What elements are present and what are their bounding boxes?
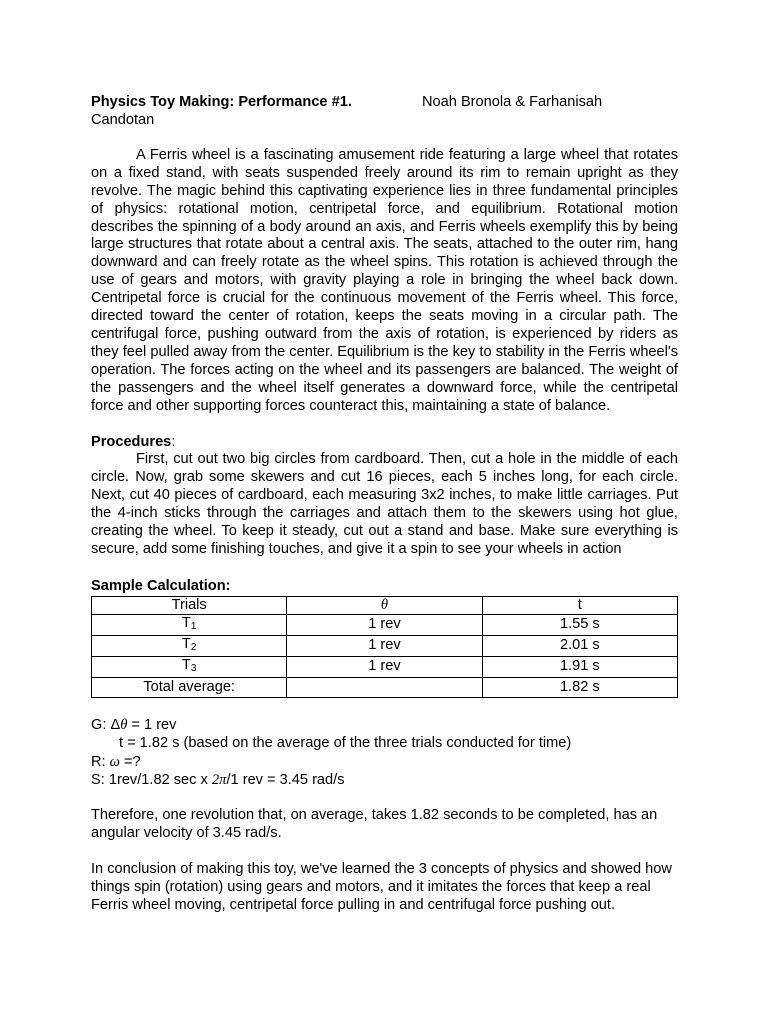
required-prefix: R: [91, 753, 110, 770]
spacer [91, 559, 678, 577]
spacer [91, 129, 678, 147]
table-header-row [92, 596, 678, 614]
header-trials: Trials [92, 596, 287, 614]
trial-subscript: 1 [190, 620, 197, 632]
solution-line [91, 771, 678, 790]
required-omega: ω [109, 753, 120, 770]
solution-prefix: S: 1rev/1.82 sec x [91, 772, 212, 789]
time-cell: 1.91 s [482, 656, 677, 677]
table-row [92, 635, 678, 656]
authors-line-1: Noah Bronola & Farhanisah [422, 94, 603, 110]
solution-result: /1 rev = 3.45 rad/s [226, 772, 345, 789]
theta-cell: 1 rev [287, 656, 482, 677]
trial-cell [92, 614, 287, 635]
theta-cell: 1 rev [287, 635, 482, 656]
theta-cell: 1 rev [287, 614, 482, 635]
spacer [91, 698, 678, 716]
solution-two-pi: 2π [211, 772, 227, 789]
trial-label: T [181, 656, 191, 673]
document-title: Physics Toy Making: Performance #1. [91, 94, 352, 110]
procedures-paragraph: First, cut out two big circles from cardboard. Then, cut a hole in the middle of each circle. Now, grab some skewers and cut 16 pieces, each 5 inches long, for each circle. Next, cut 40 pieces of cardboard, each measuring 3x2 inches, to make little carriages. Put the 4-inch sticks through the carriages and attach them to the skewers using hot glue, creating the wheel. To keep it steady, cut out a stand and base. Make sure everything is secure, add some finishing touches, and give it a spin to see your wheels in action [91, 451, 678, 557]
trial-cell [92, 635, 287, 656]
title-line [91, 93, 678, 111]
trial-subscript: 2 [190, 641, 197, 653]
header-theta: θ [287, 596, 482, 614]
intro-paragraph: A Ferris wheel is a fascinating amusement ride featuring a large wheel that rotates on a fixed stand, with seats suspended freely around its rim to remain upright as they revolve. The magic behind this captivating experience lies in three fundamental principles of physics: rotational motion, centripetal force, and equilibrium. Rotational motion describes the spinning of a body around an axis, and Ferris wheels exemplify this by being large structures that rotate about a central axis. The seats, attached to the outer rim, hang downward and can freely rotate as the wheel spins. This rotation is achieved through the use of gears and motors, with gravity playing a role in bringing the wheel back down. Centripetal force is crucial for the continuous movement of the Ferris wheel. This force, directed toward the center of rotation, keeps the seats moving in a circular path. The centrifugal force, pushing outward from the axis of rotation, is experienced by riders as they feel pulled away from the center. Equilibrium is the key to stability in the Ferris wheel's operation. The forces acting on the wheel and its passengers are balanced. The weight of the passengers and the wheel itself generates a downward force, while the centripetal force and other supporting forces counteract this, maintaining a state of balance. [91, 146, 678, 414]
time-cell: 2.01 s [482, 635, 677, 656]
trial-label: T [181, 614, 191, 631]
given-theta: θ [120, 716, 128, 733]
procedures-heading: Procedures [91, 434, 172, 451]
table-row [92, 614, 678, 635]
time-cell: 1.55 s [482, 614, 677, 635]
given-value: = 1 rev [127, 716, 177, 733]
procedures-colon: : [171, 434, 176, 451]
conclusion-paragraph: In conclusion of making this toy, we've learned the 3 concepts of physics and showed how things spin (rotation) using gears and motors, and it imitates the forces that keep a real Ferris wheel moving, centripetal force pulling in and centrifugal force pushing out. [91, 861, 672, 913]
given-line [91, 716, 678, 735]
spacer [91, 790, 678, 808]
spacer [91, 415, 678, 433]
sample-calculation-heading: Sample Calculation: [91, 577, 231, 594]
document-page [91, 93, 678, 915]
total-time-cell: 1.82 s [482, 677, 677, 697]
total-theta-cell [287, 677, 482, 697]
trial-subscript: 3 [190, 662, 197, 674]
authors-line-2: Candotan [91, 112, 155, 128]
trial-cell [92, 656, 287, 677]
trials-table [91, 596, 678, 698]
table-total-row [92, 677, 678, 697]
header-t: t [482, 596, 677, 614]
time-line: t = 1.82 s (based on the average of the three trials conducted for time) [119, 735, 572, 752]
table-row [92, 656, 678, 677]
spacer [91, 843, 678, 861]
therefore-paragraph: Therefore, one revolution that, on average, takes 1.82 seconds to be completed, has an angular velocity of 3.45 rad/s. [91, 807, 658, 842]
required-line [91, 753, 678, 772]
given-prefix: G: Δ [91, 716, 121, 733]
required-value: =? [119, 753, 141, 770]
procedures-heading-line [91, 433, 678, 451]
total-label-cell: Total average: [92, 677, 287, 697]
trial-label: T [181, 635, 191, 652]
